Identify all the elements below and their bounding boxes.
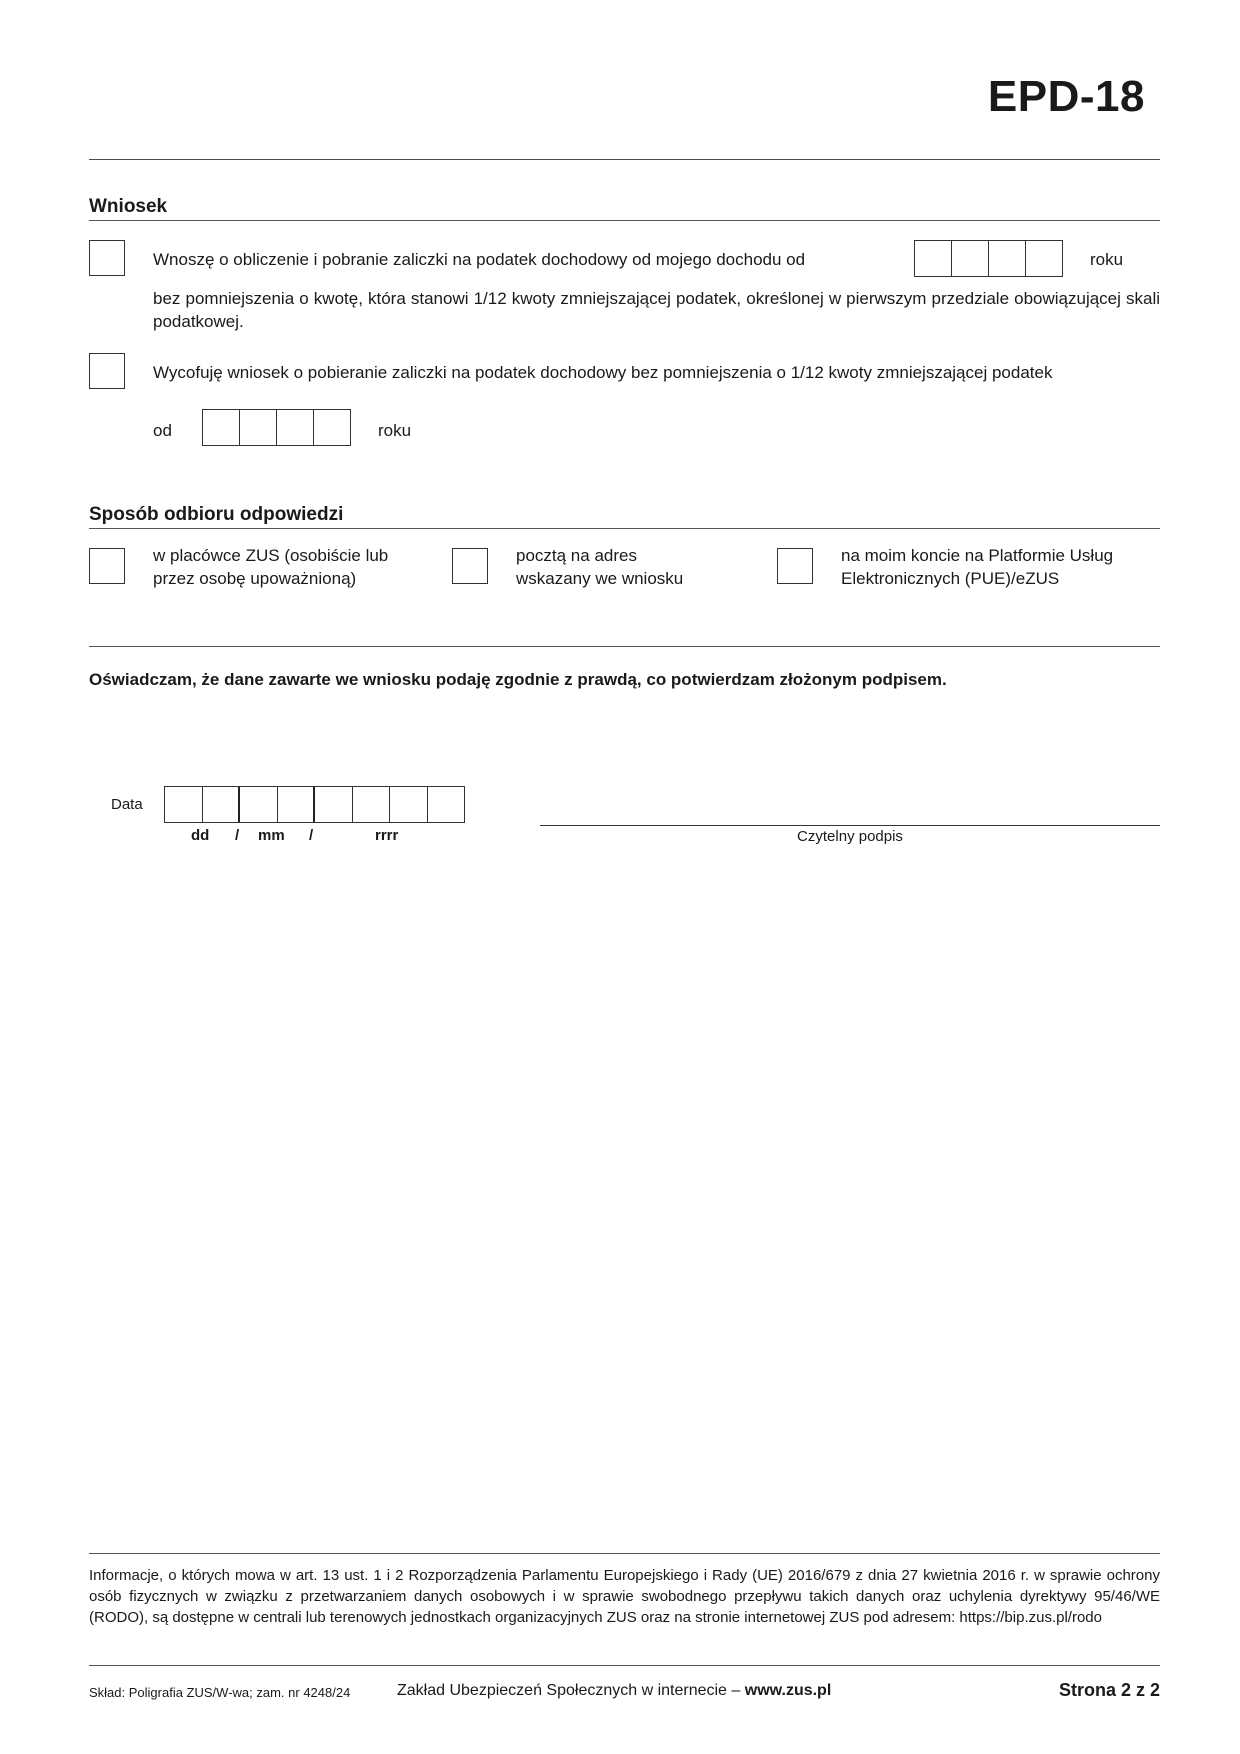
year-digit-cell[interactable] [277,410,314,445]
checkbox-withdraw-request[interactable] [89,353,125,389]
date-digit-cell[interactable] [240,787,278,822]
year-digit-cell[interactable] [989,241,1026,276]
delivery-option-post-label: pocztą na adres wskazany we wniosku [516,546,684,588]
date-format-dd: dd [191,827,210,844]
date-digit-cell[interactable] [315,787,353,822]
section-divider-delivery [89,528,1160,529]
year-digit-cell[interactable] [240,410,277,445]
form-code-title: EPD-18 [987,72,1145,121]
section-divider-wniosek [89,220,1160,221]
option1-year-suffix: roku [1090,250,1124,269]
checkbox-delivery-post[interactable] [452,548,488,584]
date-digit-cell[interactable] [390,787,428,822]
footer-divider-bottom [89,1665,1160,1666]
date-format-yyyy: rrrr [375,827,399,844]
header-divider [89,159,1160,160]
page-number: Strona 2 z 2 [1058,1680,1160,1700]
date-digit-cell[interactable] [353,787,391,822]
year-digit-cell[interactable] [1026,241,1063,276]
year-digit-cell[interactable] [314,410,351,445]
option1-year-input[interactable] [914,240,1063,277]
date-label: Data [111,796,143,813]
print-info: Skład: Poligrafia ZUS/W-wa; zam. nr 4248/24 [89,1685,351,1700]
date-format-sep1: / [235,827,240,844]
date-digit-cell[interactable] [203,787,241,822]
date-input[interactable] [164,786,465,823]
year-digit-cell[interactable] [952,241,989,276]
checkbox-delivery-pue-ezus[interactable] [777,548,813,584]
section-heading-delivery: Sposób odbioru odpowiedzi [89,504,344,525]
date-format-sep2: / [309,827,314,844]
option2-from-label: od [153,421,172,440]
date-format-mm: mm [258,827,285,844]
checkbox-request-without-reduction[interactable] [89,240,125,276]
signature-label: Czytelny podpis [797,828,903,845]
signature-line[interactable] [540,825,1160,826]
checkbox-delivery-zus-office[interactable] [89,548,125,584]
zus-url-link[interactable]: www.zus.pl [744,1682,832,1699]
zus-online-text [397,1682,831,1700]
year-digit-cell[interactable] [915,241,952,276]
delivery-option-zus-office-label: w placówce ZUS (osobiście lub przez osobę upoważnioną) [153,546,389,588]
delivery-option-pue-label: na moim koncie na Platformie Usług Elektronicznych (PUE)/eZUS [841,546,1114,588]
footer-divider-top [89,1553,1160,1554]
year-digit-cell[interactable] [203,410,240,445]
declaration-text: Oświadczam, że dane zawarte we wniosku podaję zgodnie z prawdą, co potwierdzam złożonym podpisem. [89,670,947,689]
option1-text: Wnoszę o obliczenie i pobranie zaliczki na podatek dochodowy od mojego dochodu od [153,250,806,269]
date-digit-cell[interactable] [278,787,316,822]
option2-year-input[interactable] [202,409,351,446]
option2-year-suffix: roku [378,421,412,440]
date-digit-cell[interactable] [165,787,203,822]
rodo-info-text: Informacje, o których mowa w art. 13 ust. 1 i 2 Rozporządzenia Parlamentu Europejskiego i Rady (UE) 2016/679 z dnia 27 kwietnia 2016 r. w sprawie ochrony osób fizycznych w związku z przetwarzaniem danych osobowych i w sprawie swobodnego przepływu takich danych oraz uchylenia dyrektywy 95/46/WE (RODO), są dostępne w centrali lub terenowych jednostkach organizacyjnych ZUS oraz na stronie internetowej ZUS pod adresem: https://bip.zus.pl/rodo [89,1567,1160,1626]
zus-online-prefix: Zakład Ubezpieczeń Społecznych w internecie – [397,1682,745,1699]
date-digit-cell[interactable] [428,787,466,822]
declaration-divider [89,646,1160,647]
option2-text: Wycofuję wniosek o pobieranie zaliczki na podatek dochodowy bez pomniejszenia o 1/12 kwoty zmniejszającej podatek [153,363,1053,382]
option1-continuation-text: bez pomniejszenia o kwotę, która stanowi 1/12 kwoty zmniejszającej podatek, określonej w pierwszym przedziale obowiązującej skali podatkowej. [153,289,1160,331]
section-heading-wniosek: Wniosek [89,196,168,217]
